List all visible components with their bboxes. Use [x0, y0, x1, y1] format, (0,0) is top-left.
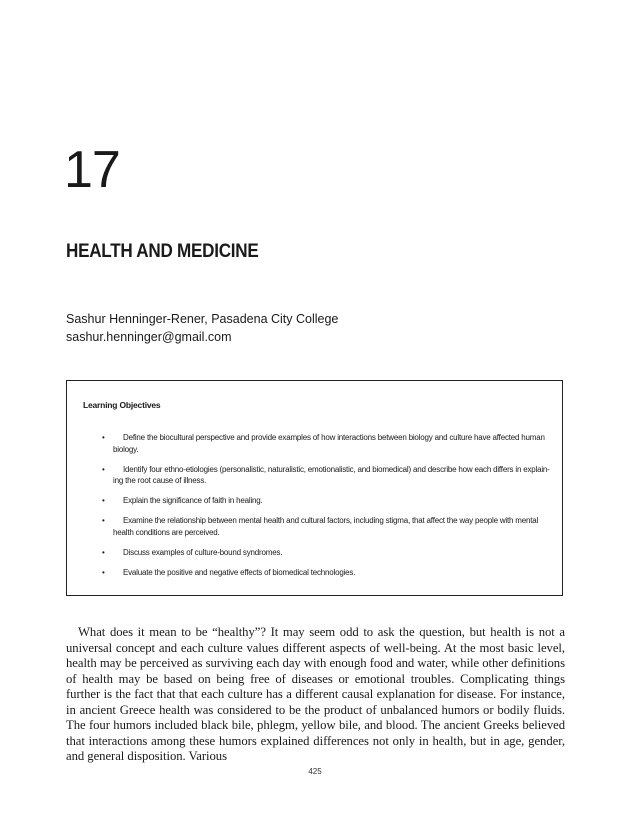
list-item: [67, 515, 562, 538]
body-paragraph: What does it mean to be “healthy”? It may seem odd to ask the question, but health is not a universal concept and each culture values different aspects of well-being. At the most basic level, health may be perceived as surviving each day with enough food and water, while other definitions of health may be based on being free of diseases or emotional troubles. Complicating things further is the fact that that each culture has a different causal explanation for disease. For instance, in ancient Greece health was considered to be the product of unbalanced humors or bodily fluids. The four humors included black bile, phlegm, yellow bile, and blood. The ancient Greeks believed that interactions among these humors explained differences not only in health, but in age, gender, and general disposition. Various: [66, 625, 565, 763]
author-block: [66, 310, 338, 346]
objective-text: Discuss examples of culture-bound syndromes.: [123, 547, 283, 557]
page-number: 425: [308, 767, 322, 776]
learning-objectives-box: [66, 380, 563, 596]
bullet-icon: •: [102, 547, 105, 557]
objective-text: Examine the relationship between mental health and cultural factors, including stigma, that affect the way people with mental health conditions are perceived.: [113, 516, 539, 537]
list-item: [67, 567, 562, 579]
chapter-title: HEALTH AND MEDICINE: [66, 241, 259, 262]
list-item: [67, 464, 562, 487]
bullet-icon: •: [102, 567, 105, 577]
bullet-icon: •: [102, 433, 105, 442]
bullet-icon: •: [102, 464, 105, 474]
bullet-icon: •: [102, 516, 105, 525]
author-name-affiliation: Sashur Henninger-Rener, Pasadena City College: [66, 312, 339, 326]
author-email: sashur.henninger@gmail.com: [66, 330, 232, 344]
chapter-number: 17: [64, 141, 120, 199]
objective-text: Explain the significance of faith in healing.: [123, 496, 263, 505]
list-item: [67, 495, 562, 507]
objective-text: Define the biocultural perspective and provide examples of how interactions between biology and culture have affected human biology.: [113, 433, 545, 454]
objective-text: Evaluate the positive and negative effects of biomedical technologies.: [123, 567, 356, 577]
list-item: [67, 547, 562, 559]
learning-objectives-list: [67, 432, 562, 587]
learning-objectives-heading: Learning Objectives: [83, 400, 161, 410]
objective-text: Identify four ethno-etiologies (personalistic, naturalistic, emotionalistic, and biomedical) and describe how each differs in explain-ing the root cause of illness.: [113, 464, 550, 485]
list-item: [67, 432, 562, 455]
bullet-icon: •: [102, 496, 105, 505]
